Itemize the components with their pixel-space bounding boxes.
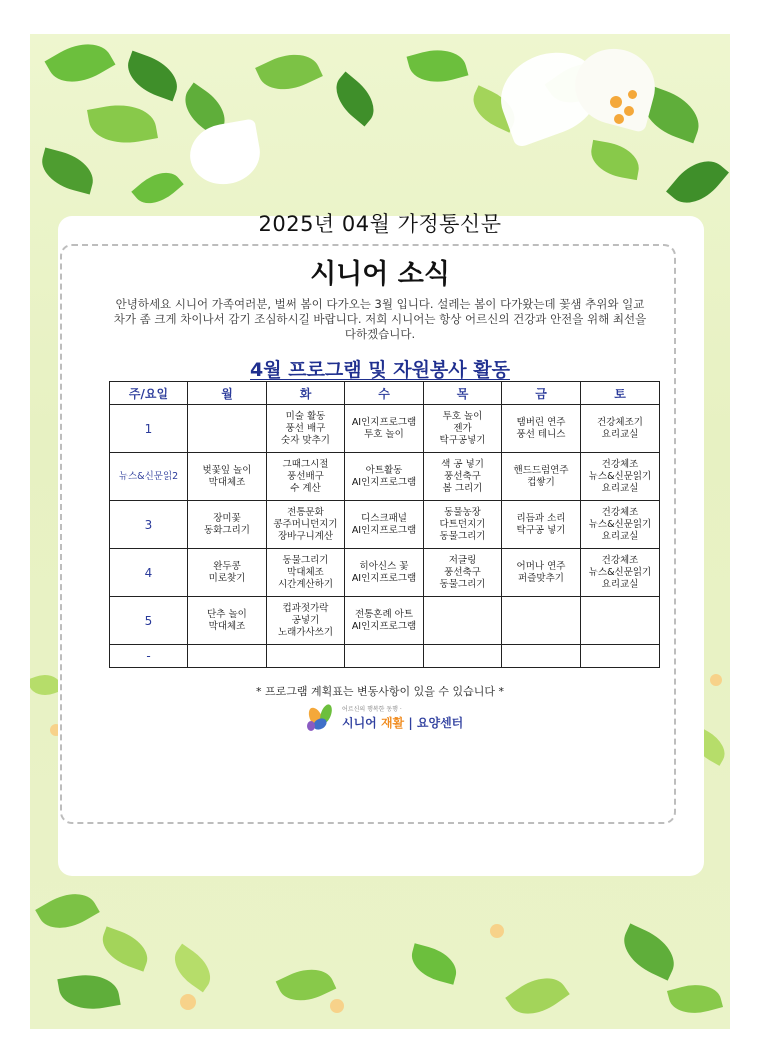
program-line: 동물그리기 xyxy=(282,554,329,566)
leaf-decoration xyxy=(96,926,153,971)
white-flower-decoration xyxy=(185,118,264,189)
program-cell xyxy=(424,501,502,549)
program-line: 뉴스&신문읽기 xyxy=(588,566,652,578)
program-line: 건강체조 xyxy=(601,458,639,470)
program-cell xyxy=(345,549,424,597)
flower-center-decoration xyxy=(614,114,624,124)
leaf-decoration xyxy=(121,51,184,102)
program-cell xyxy=(581,597,660,645)
program-line: 컵과젓가락 xyxy=(282,602,329,614)
program-line: 동물농장 xyxy=(444,506,481,518)
program-cell xyxy=(345,501,424,549)
leaf-decoration xyxy=(255,43,323,100)
center-logo xyxy=(304,702,474,734)
schedule-note: * 프로그램 계획표는 변동사항이 있을 수 있습니다 * xyxy=(256,685,504,698)
leaf-decoration xyxy=(615,923,683,980)
leaf-decoration xyxy=(588,140,643,180)
program-line: AI인지프로그램 xyxy=(351,620,417,632)
program-cell xyxy=(581,453,660,501)
logo-mark-icon xyxy=(304,702,338,732)
program-line: 젠가 xyxy=(453,422,472,434)
program-line: 아트활동 xyxy=(365,464,403,476)
program-line: 공넣기 xyxy=(291,614,320,626)
program-line: 뉴스&신문읽기 xyxy=(588,470,652,482)
program-line: AI인지프로그램 xyxy=(351,572,417,584)
program-line: 저글링 xyxy=(448,554,477,566)
program-line: 탁구공 넣기 xyxy=(516,524,566,536)
program-cell xyxy=(581,501,660,549)
flower-center-decoration xyxy=(628,90,637,99)
program-cell xyxy=(188,453,267,501)
program-line: 건강체조 xyxy=(601,506,639,518)
program-cell xyxy=(267,501,345,549)
program-line: 퍼즐맞추기 xyxy=(518,572,564,584)
program-line: 풍선축구 xyxy=(444,470,481,482)
logo-name-accent: 재활 xyxy=(380,716,405,730)
program-line: 그때그시절 xyxy=(282,458,329,470)
program-line: 동물그리기 xyxy=(439,578,486,590)
program-cell xyxy=(502,405,581,453)
program-line: 노래가사쓰기 xyxy=(277,626,334,638)
program-line: 수 계산 xyxy=(290,482,321,494)
flower-decoration xyxy=(180,994,196,1010)
section-title: 4월 프로그램 및 자원봉사 활동 xyxy=(250,359,510,381)
leaf-decoration xyxy=(326,71,384,126)
program-line: 완두콩 xyxy=(213,560,241,572)
header-thu: 목 xyxy=(424,382,502,405)
program-cell xyxy=(502,453,581,501)
program-cell xyxy=(267,597,345,645)
program-cell xyxy=(188,501,267,549)
program-cell xyxy=(188,645,267,668)
program-line: 봄 그리기 xyxy=(442,482,483,494)
leaf-decoration xyxy=(667,978,723,1020)
program-line: 요리교실 xyxy=(601,578,639,590)
program-line: 동물그리기 xyxy=(439,530,486,542)
table-row xyxy=(110,549,660,597)
program-cell xyxy=(581,405,660,453)
program-line: 풍선축구 xyxy=(444,566,481,578)
table-row xyxy=(110,501,660,549)
program-line: 풍선 배구 xyxy=(285,422,326,434)
program-line: 벚꽃잎 놀이 xyxy=(202,464,252,476)
program-cell xyxy=(188,405,267,453)
greeting-text: 안녕하세요 시니어 가족여러분, 벌써 봄이 다가오는 3월 입니다. 설레는 봄이 다가왔는데 꽃샘 추위와 일교차가 좀 크게 차이나서 감기 조심하시길 바랍니다. 저희 시니어는 항상 어르신의 건강과 안전을 위해 최선을 다하겠습니다. xyxy=(113,297,647,341)
week-cell: 3 xyxy=(110,501,188,549)
header-week: 주/요일 xyxy=(110,382,188,405)
program-line: 탁구공넣기 xyxy=(439,434,486,446)
program-line: 건강체조기 xyxy=(597,416,643,428)
program-line: 요리교실 xyxy=(601,482,639,494)
program-cell xyxy=(345,405,424,453)
program-cell xyxy=(267,549,345,597)
leaf-decoration xyxy=(35,883,100,940)
program-line: 컵쌓기 xyxy=(527,476,555,488)
program-cell xyxy=(345,597,424,645)
program-line: 장미꽃 xyxy=(213,512,241,524)
program-line: 미로찾기 xyxy=(208,572,246,584)
schedule-table xyxy=(109,381,660,668)
program-line: 뉴스&신문읽기 xyxy=(588,518,652,530)
program-line: 풍선배구 xyxy=(287,470,324,482)
leaf-decoration xyxy=(131,163,183,213)
flower-decoration xyxy=(490,924,504,938)
program-line: 단추 놀이 xyxy=(207,608,247,620)
logo-name-part1: 시니어 xyxy=(342,716,381,730)
program-line: 막대체조 xyxy=(208,476,246,488)
program-cell xyxy=(502,549,581,597)
program-cell xyxy=(424,453,502,501)
week-cell: 4 xyxy=(110,549,188,597)
program-line: AI인지프로그램 xyxy=(351,476,417,488)
program-line: 시간계산하기 xyxy=(277,578,334,590)
program-line: 어머나 연주 xyxy=(516,560,566,572)
table-header-row xyxy=(110,382,660,405)
leaf-decoration xyxy=(45,34,116,94)
program-cell xyxy=(424,549,502,597)
program-cell xyxy=(424,597,502,645)
leaf-decoration xyxy=(505,966,570,1025)
program-line: 숫자 맞추기 xyxy=(281,434,330,446)
program-cell xyxy=(267,645,345,668)
logo-name xyxy=(342,714,463,731)
leaf-decoration xyxy=(276,960,337,1011)
logo-name-part2: | 요양센터 xyxy=(404,716,464,730)
leaf-decoration xyxy=(407,42,469,89)
table-row xyxy=(110,405,660,453)
program-cell xyxy=(345,453,424,501)
program-line: 건강체조 xyxy=(601,554,639,566)
program-line: 요리교실 xyxy=(601,530,639,542)
header-mon: 월 xyxy=(188,382,267,405)
week-cell: - xyxy=(110,645,188,668)
leaf-decoration xyxy=(666,149,729,214)
program-line: 막대체조 xyxy=(287,566,324,578)
program-line: 투호 놀이 xyxy=(364,428,404,440)
main-title: 시니어 소식 xyxy=(310,259,450,290)
program-line: AI인지프로그램 xyxy=(351,524,417,536)
program-line: 탬버린 연주 xyxy=(516,416,566,428)
program-line: 다트던지기 xyxy=(439,518,486,530)
program-cell xyxy=(267,405,345,453)
program-cell xyxy=(345,645,424,668)
flower-center-decoration xyxy=(610,96,622,108)
logo-tagline: 어르신의 행복한 동행 · xyxy=(342,706,402,713)
program-line: 풍선 테니스 xyxy=(516,428,566,440)
program-cell xyxy=(581,549,660,597)
program-cell xyxy=(188,549,267,597)
program-line: 투호 놀이 xyxy=(442,410,483,422)
program-cell xyxy=(502,597,581,645)
program-cell xyxy=(424,405,502,453)
table-row xyxy=(110,645,660,668)
flower-decoration xyxy=(330,999,344,1013)
program-line: 요리교실 xyxy=(601,428,639,440)
week-cell: 1 xyxy=(110,405,188,453)
program-line: 장바구니계산 xyxy=(277,530,334,542)
program-line: 히아신스 꽃 xyxy=(359,560,409,572)
table-row xyxy=(110,597,660,645)
flower-center-decoration xyxy=(624,106,634,116)
program-line: 핸드드럼연주 xyxy=(513,464,569,476)
program-line: 전통문화 xyxy=(287,506,324,518)
week-cell: 5 xyxy=(110,597,188,645)
leaf-decoration xyxy=(407,943,461,984)
header-fri: 금 xyxy=(502,382,581,405)
program-line: 미술 활동 xyxy=(285,410,326,422)
header-sat: 토 xyxy=(581,382,660,405)
program-line: AI인지프로그램 xyxy=(351,416,417,428)
program-line: 동화그리기 xyxy=(204,524,250,536)
program-line: 전통혼례 아트 xyxy=(354,608,414,620)
program-cell xyxy=(581,645,660,668)
program-line: 막대체조 xyxy=(208,620,246,632)
table-row xyxy=(110,453,660,501)
leaf-decoration xyxy=(37,147,99,194)
program-cell xyxy=(267,453,345,501)
program-cell xyxy=(188,597,267,645)
leaf-decoration xyxy=(57,969,120,1015)
leaf-decoration xyxy=(166,944,219,993)
program-cell xyxy=(424,645,502,668)
leaf-decoration xyxy=(87,99,158,150)
program-line: 색 공 넣기 xyxy=(441,458,484,470)
header-tue: 화 xyxy=(267,382,345,405)
program-cell xyxy=(502,645,581,668)
program-line: 디스크패널 xyxy=(361,512,407,524)
header-wed: 수 xyxy=(345,382,424,405)
week-cell: 뉴스&신문읽2 xyxy=(110,453,188,501)
program-cell xyxy=(502,501,581,549)
program-line: 리듬과 소리 xyxy=(516,512,566,524)
program-line: 콩주머니던지기 xyxy=(273,518,338,530)
newsletter-title: 2025년 04월 가정통신문 xyxy=(258,212,502,236)
